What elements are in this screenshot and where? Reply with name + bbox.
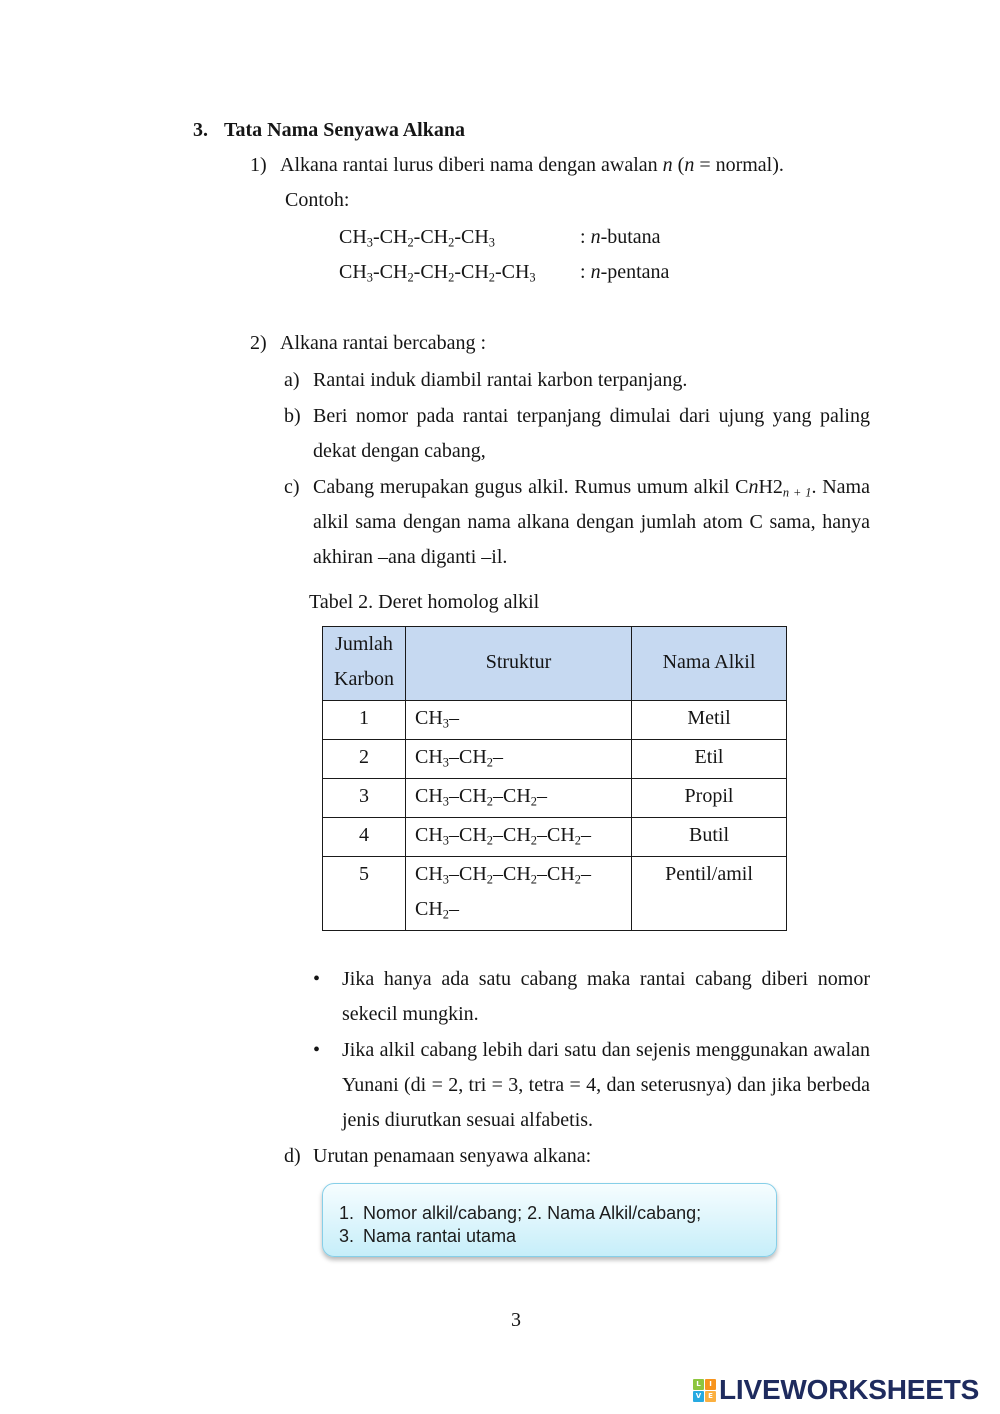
text-run: -CH (373, 260, 408, 283)
subscript: 2 (486, 794, 493, 809)
text-run: –CH (415, 863, 591, 920)
table-header-row (323, 627, 787, 701)
table-row (323, 818, 787, 857)
subitem-text-a (313, 363, 870, 398)
text-run: Jika hanya ada satu cabang maka rantai cabang diberi nomor (342, 967, 870, 990)
text-run: – (581, 824, 591, 846)
text-run: : (580, 225, 591, 248)
item-number: 2) (250, 331, 267, 354)
text-run: Rantai induk diambil rantai karbon terpanjang. (313, 368, 688, 391)
section-title: Tata Nama Senyawa Alkana (224, 118, 465, 141)
bullet-icon (313, 962, 320, 997)
subscript: 3 (366, 235, 373, 250)
text-run: –CH (449, 785, 487, 807)
text-run: akhiran –ana diganti –il. (313, 545, 508, 568)
subscript: 2 (530, 794, 537, 809)
subscript: 3 (529, 270, 536, 285)
text-run: –CH (537, 863, 575, 885)
table-header (323, 627, 787, 701)
liveworksheets-logo (693, 1374, 979, 1406)
naming-order-text: Nomor alkil/cabang; 2. Nama Alkil/cabang; (363, 1203, 702, 1223)
text-line (342, 1033, 870, 1068)
page-number: 3 (511, 1308, 521, 1331)
subscript: 2 (486, 755, 493, 770)
example-formula (339, 220, 495, 255)
cell-alkyl-name: Metil (632, 701, 787, 740)
text-run: : (580, 260, 591, 283)
naming-order-box (322, 1183, 777, 1257)
text-run: CH (339, 225, 367, 248)
text-run: Alkana rantai lurus diberi nama dengan awalan (280, 153, 663, 176)
table-row (323, 740, 787, 779)
text-run: CH (339, 260, 367, 283)
table-caption: Tabel 2. Deret homolog alkil (309, 590, 540, 613)
subscript: 2 (448, 270, 455, 285)
subitem-text-d: Urutan penamaan senyawa alkana: (313, 1144, 592, 1167)
text-run: Yunani (di = 2, tri = 3, tetra = 4, dan seterusnya) dan jika berbeda (342, 1073, 870, 1096)
subscript: 3 (442, 716, 449, 731)
text-run: dekat dengan cabang, (313, 439, 486, 462)
subitem-label: a) (284, 368, 300, 391)
text-run: -butana (600, 225, 661, 248)
subscript: 3 (366, 270, 373, 285)
subitem-text-c (313, 470, 870, 575)
text-run: –CH (449, 824, 487, 846)
cell-carbon-count: 5 (323, 857, 406, 931)
text-line (313, 399, 870, 434)
naming-order-number: 1. (339, 1203, 355, 1223)
cell-carbon-count: 2 (323, 740, 406, 779)
text-run: – (537, 785, 547, 807)
subscript: n + 1 (782, 485, 812, 500)
text-run: jenis diurutkan sesuai alfabetis. (342, 1108, 594, 1131)
subscript: 3 (488, 235, 495, 250)
text-run: Jika alkil cabang lebih dari satu dan sejenis menggunakan awalan (342, 1038, 870, 1061)
subitem-text-b (313, 399, 870, 469)
text-run: -CH (494, 260, 530, 283)
cell-alkyl-name: Butil (632, 818, 787, 857)
cell-structure (406, 701, 632, 740)
text-line (313, 470, 870, 505)
subscript: 2 (574, 872, 581, 887)
naming-order-line (339, 1202, 776, 1225)
text-line (342, 1068, 870, 1103)
section-number: 3. (193, 118, 208, 141)
text-run: –CH (449, 746, 487, 768)
subscript: 2 (486, 872, 493, 887)
subscript: 2 (486, 833, 493, 848)
subscript: 3 (442, 794, 449, 809)
naming-order-text: Nama rantai utama (363, 1226, 517, 1246)
text-run: –CH (537, 824, 575, 846)
text-line (342, 962, 870, 997)
text-run: -pentana (600, 260, 670, 283)
logo-letter: V (693, 1391, 704, 1402)
text-run: – (449, 707, 459, 729)
text-line (342, 997, 870, 1032)
text-run: -CH (454, 260, 489, 283)
text-run: -CH (373, 225, 408, 248)
text-run: ( (672, 153, 685, 176)
cell-structure (406, 779, 632, 818)
text-run: alkil sama dengan nama alkana dengan jumlah atom C sama, hanya (313, 510, 870, 533)
subitem-label: c) (284, 475, 300, 498)
text-run: –CH (449, 863, 487, 885)
example-label: Contoh: (285, 188, 350, 211)
cell-alkyl-name: Pentil/amil (632, 857, 787, 931)
header-structure: Struktur (406, 627, 632, 701)
item1-text (280, 148, 784, 183)
text-run: –CH (493, 863, 531, 885)
subscript: 2 (530, 833, 537, 848)
subscript: 2 (442, 907, 449, 922)
text-run: Beri nomor pada rantai terpanjang dimulai dari ujung yang paling (313, 404, 870, 427)
text-run: CH (415, 824, 443, 846)
example-name (580, 255, 669, 290)
subitem-label: b) (284, 404, 301, 427)
text-run: = normal). (694, 153, 784, 176)
alkyl-homolog-table (322, 626, 787, 931)
subscript: 2 (488, 270, 495, 285)
subscript: 3 (442, 833, 449, 848)
text-run: Cabang merupakan gugus alkil. Rumus umum alkil C (313, 475, 749, 498)
text-run: – (449, 898, 459, 920)
text-run: -CH (413, 260, 449, 283)
text-line (313, 505, 870, 540)
cell-carbon-count: 3 (323, 779, 406, 818)
text-run: H2 (758, 475, 783, 498)
cell-structure (406, 857, 632, 931)
logo-letter: I (705, 1379, 716, 1390)
alkyl-table-body (323, 701, 787, 931)
text-run: CH (415, 707, 443, 729)
cell-structure (406, 818, 632, 857)
item-number: 1) (250, 153, 267, 176)
text-run: –CH (493, 785, 531, 807)
subscript: 3 (442, 872, 449, 887)
subscript: 2 (407, 270, 414, 285)
table-row (323, 701, 787, 740)
logo-letter: L (693, 1379, 704, 1390)
bullet-text (342, 962, 870, 1032)
text-line (313, 363, 870, 398)
subscript: 3 (442, 755, 449, 770)
subscript: 2 (530, 872, 537, 887)
cell-structure (406, 740, 632, 779)
text-run: –CH (493, 824, 531, 846)
text-run: -CH (454, 225, 489, 248)
subscript: 2 (448, 235, 455, 250)
bullet-text (342, 1033, 870, 1138)
text-line (313, 434, 870, 469)
logo-letter: E (705, 1391, 716, 1402)
liveworksheets-icon (693, 1379, 716, 1402)
header-carbon-count: Jumlah Karbon (323, 627, 406, 701)
text-run: CH (415, 863, 443, 885)
cell-carbon-count: 4 (323, 818, 406, 857)
text-line (342, 1103, 870, 1138)
table-row (323, 857, 787, 931)
subscript: 2 (574, 833, 581, 848)
naming-order-line (339, 1225, 776, 1248)
text-run: CH (415, 746, 443, 768)
italic-run: n (684, 153, 695, 176)
cell-alkyl-name: Propil (632, 779, 787, 818)
example-name (580, 220, 661, 255)
header-alkyl-name: Nama Alkil (632, 627, 787, 701)
text-run: sekecil mungkin. (342, 1002, 479, 1025)
naming-order-number: 3. (339, 1226, 355, 1246)
item2-text: Alkana rantai bercabang : (280, 331, 487, 354)
italic-run: n (662, 153, 673, 176)
italic-run: n (590, 260, 601, 283)
cell-carbon-count: 1 (323, 701, 406, 740)
bullet-icon (313, 1033, 320, 1068)
text-run: -CH (413, 225, 449, 248)
table-row (323, 779, 787, 818)
logo-text: LIVEWORKSHEETS (719, 1374, 980, 1405)
cell-alkyl-name: Etil (632, 740, 787, 779)
text-run: . Nama (811, 475, 870, 498)
text-line (313, 540, 870, 575)
text-run: CH (415, 785, 443, 807)
subscript: 2 (407, 235, 414, 250)
italic-run: n (748, 475, 759, 498)
text-run: – (493, 746, 503, 768)
italic-run: n (590, 225, 601, 248)
example-formula (339, 255, 536, 290)
subitem-label: d) (284, 1144, 301, 1167)
